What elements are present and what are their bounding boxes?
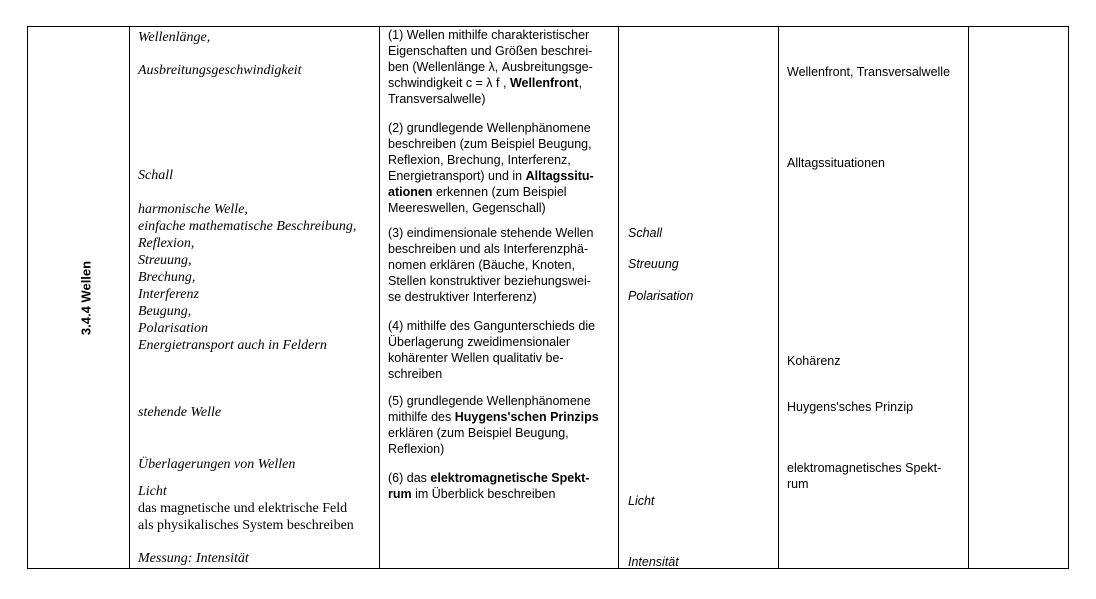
competency-line: ben (Wellenlänge λ, Ausbreitungsge- xyxy=(388,60,593,74)
competency-line: ationen erkennen (zum Beispiel xyxy=(388,185,567,199)
section-heading: 3.4.4 Wellen xyxy=(78,260,94,336)
competency-line: schreiben xyxy=(388,367,443,381)
competency-line: schwindigkeit c = λ f , Wellenfront, xyxy=(388,76,582,90)
term: als physikalisches System beschreiben xyxy=(138,518,354,533)
term: Polarisation xyxy=(138,321,209,336)
column-divider xyxy=(129,26,130,569)
note-term: Wellenfront, Transversalwelle xyxy=(787,65,951,79)
term: Überlagerungen von Wellen xyxy=(138,457,296,472)
competency-line: beschreiben und als Interferenzphä- xyxy=(388,242,589,256)
competency-line: Reflexion) xyxy=(388,442,445,456)
note-term: Alltagssituationen xyxy=(787,156,885,170)
competency-line: (4) mithilfe des Gangunterschieds die xyxy=(388,319,596,333)
note-term: Huygens'sches Prinzip xyxy=(787,400,914,414)
link-term: Schall xyxy=(628,226,663,240)
competency-line: Überlagerung zweidimensionaler xyxy=(388,335,571,349)
note-term: rum xyxy=(787,477,809,491)
link-term: Intensität xyxy=(628,555,679,569)
column-divider xyxy=(379,26,380,569)
link-term: Streuung xyxy=(628,257,679,271)
competency-line: (1) Wellen mithilfe charakteristischer xyxy=(388,28,590,42)
competency-line: se destruktiver Interferenz) xyxy=(388,290,537,304)
column-divider xyxy=(968,26,969,569)
link-term: Polarisation xyxy=(628,289,694,303)
competency-line: Stellen konstruktiver beziehungswei- xyxy=(388,274,591,288)
competency-line: Meereswellen, Gegenschall) xyxy=(388,201,546,215)
term: stehende Welle xyxy=(138,405,222,420)
competency-line: (5) grundlegende Wellenphänomene xyxy=(388,394,591,408)
term: Schall xyxy=(138,168,173,183)
competency-line: Reflexion, Brechung, Interferenz, xyxy=(388,153,571,167)
competency-line: beschreiben (zum Beispiel Beugung, xyxy=(388,137,592,151)
column-divider xyxy=(778,26,779,569)
competency-line: (2) grundlegende Wellenphänomene xyxy=(388,121,591,135)
term: Streuung, xyxy=(138,253,192,268)
link-term: Licht xyxy=(628,494,655,508)
term: Ausbreitungsgeschwindigkeit xyxy=(138,63,302,78)
competency-line: (3) eindimensionale stehende Wellen xyxy=(388,226,594,240)
competency-line: Eigenschaften und Größen beschrei- xyxy=(388,44,593,58)
term: Interferenz xyxy=(138,287,199,302)
term: harmonische Welle, xyxy=(138,202,248,217)
term: Licht xyxy=(138,484,167,499)
term: Energietransport auch in Feldern xyxy=(138,338,327,353)
term: Reflexion, xyxy=(138,236,195,251)
competency-line: erklären (zum Beispiel Beugung, xyxy=(388,426,569,440)
competency-line: kohärenter Wellen qualitativ be- xyxy=(388,351,564,365)
term: einfache mathematische Beschreibung, xyxy=(138,219,357,234)
competency-line: (6) das elektromagnetische Spekt- xyxy=(388,471,590,485)
term: Beugung, xyxy=(138,304,192,319)
competency-line: rum im Überblick beschreiben xyxy=(388,487,556,501)
competency-line: Transversalwelle) xyxy=(388,92,486,106)
note-term: Kohärenz xyxy=(787,354,841,368)
column-divider xyxy=(618,26,619,569)
term: Messung: Intensität xyxy=(138,551,249,566)
competency-line: mithilfe des Huygens'schen Prinzips xyxy=(388,410,599,424)
term: das magnetische und elektrische Feld xyxy=(138,501,348,516)
competency-line: nomen erklären (Bäuche, Knoten, xyxy=(388,258,575,272)
note-term: elektromagnetisches Spekt- xyxy=(787,461,942,475)
competency-line: Energietransport) und in Alltagssitu- xyxy=(388,169,594,183)
term: Brechung, xyxy=(138,270,196,285)
term: Wellenlänge, xyxy=(138,30,211,45)
